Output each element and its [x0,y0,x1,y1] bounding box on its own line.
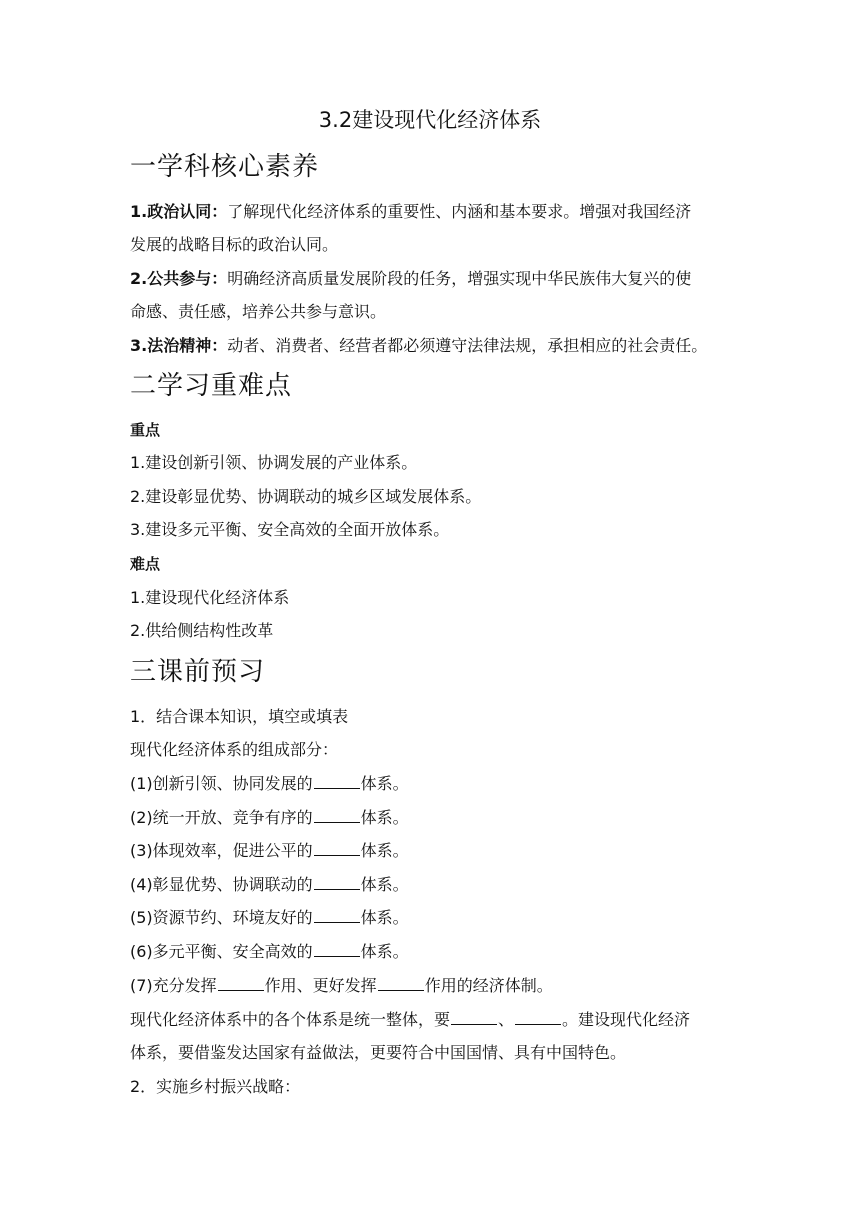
fill-suffix: 体系。 [360,841,409,860]
fill-suffix: 体系。 [360,875,409,894]
paragraph-line [130,268,740,290]
answer-blank[interactable] [314,774,360,789]
question-1: 1．结合课本知识，填空或填表 [130,707,349,726]
answer-blank[interactable] [515,1010,561,1025]
section-heading-key-points: 二学习重难点 [130,371,293,401]
answer-blank[interactable] [314,875,360,890]
paragraph-line: 发展的战略目标的政治认同。 [130,235,339,254]
question-2: 2．实施乡村振兴战略： [130,1077,301,1096]
list-item: 3.建设多元平衡、安全高效的全面开放体系。 [130,520,450,539]
item-text: 动者、消费者、经营者都必须遵守法律法规，承担相应的社会责任。 [227,336,708,355]
paragraph-text: 。建设现代化经济 [562,1010,691,1029]
list-item: 2.供给侧结构性改革 [130,621,274,640]
answer-blank[interactable] [378,976,424,991]
item-label: 1.政治认同： [130,202,228,221]
paragraph-line: 命感、责任感，培养公共参与意识。 [130,302,387,321]
fill-suffix: 体系。 [360,774,409,793]
answer-blank[interactable] [314,841,360,856]
fill-suffix: 体系。 [360,908,409,927]
page-title: 3.2建设现代化经济体系 [318,108,542,132]
paragraph-line [130,1009,740,1031]
answer-blank[interactable] [314,808,360,823]
fill-prefix: (2)统一开放、竞争有序的 [130,808,313,827]
section-heading-core-literacy: 一学科核心素养 [130,152,320,182]
fill-in-line [130,907,740,929]
difficult-points-label: 难点 [130,555,161,573]
paragraph-line [130,335,740,357]
fill-suffix: 体系。 [360,808,409,827]
separator: 、 [498,1010,515,1029]
fill-in-line [130,807,740,829]
item-label: 3.法治精神： [130,336,228,355]
fill-suffix: 体系。 [360,942,409,961]
paragraph-text: 现代化经济体系中的各个体系是统一整体，要 [130,1010,451,1029]
fill-in-line [130,975,740,997]
fill-prefix: (1)创新引领、协同发展的 [130,774,313,793]
paragraph-line: 体系，要借鉴发达国家有益做法，更要符合中国国情、具有中国特色。 [130,1043,627,1062]
answer-blank[interactable] [314,942,360,957]
answer-blank[interactable] [314,908,360,923]
paragraph-line [130,201,740,223]
fill-prefix: (4)彰显优势、协调联动的 [130,875,313,894]
fill-prefix: (3)体现效率，促进公平的 [130,841,313,860]
list-item: 2.建设彰显优势、协调联动的城乡区域发展体系。 [130,487,482,506]
fill-middle: 作用、更好发挥 [264,976,377,995]
answer-blank[interactable] [218,976,264,991]
item-label: 2.公共参与： [130,269,228,288]
fill-prefix: (5)资源节约、环境友好的 [130,908,313,927]
fill-prefix: (7)充分发挥 [130,976,217,995]
item-text: 了解现代化经济体系的重要性、内涵和基本要求。增强对我国经济 [227,202,692,221]
list-item: 1.建设现代化经济体系 [130,588,290,607]
answer-blank[interactable] [451,1010,497,1025]
list-item: 1.建设创新引领、协调发展的产业体系。 [130,453,418,472]
paragraph-line: 现代化经济体系的组成部分： [130,740,339,759]
fill-in-line [130,941,740,963]
fill-in-line [130,840,740,862]
fill-suffix: 作用的经济体制。 [424,976,553,995]
fill-in-line [130,773,740,795]
fill-in-line [130,874,740,896]
section-heading-preview: 三课前预习 [130,657,266,687]
fill-prefix: (6)多元平衡、安全高效的 [130,942,313,961]
item-text: 明确经济高质量发展阶段的任务，增强实现中华民族伟大复兴的使 [227,269,692,288]
key-points-label: 重点 [130,421,161,439]
